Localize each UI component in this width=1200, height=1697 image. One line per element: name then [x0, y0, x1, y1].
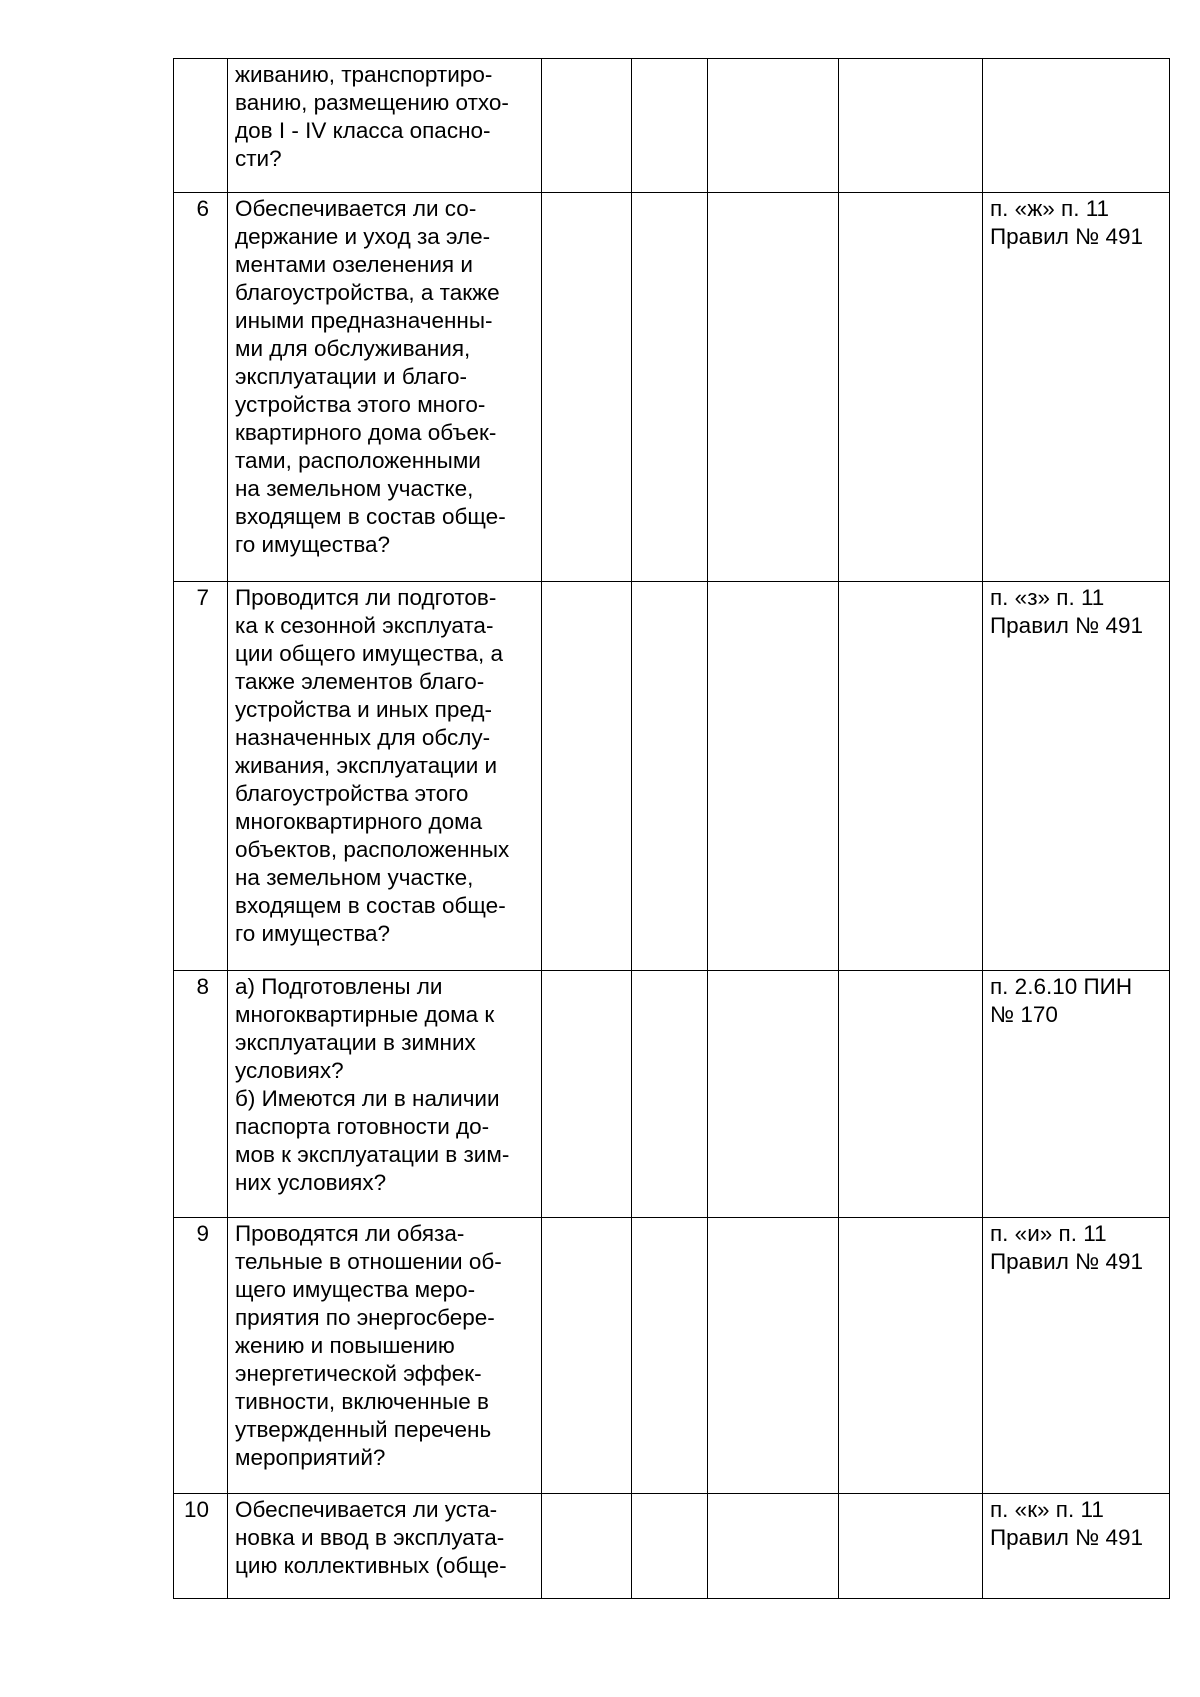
table-row	[174, 193, 1170, 582]
answer-cell-not-applicable[interactable]	[708, 193, 839, 582]
question-line: живанию, транспортиро-	[235, 62, 493, 87]
question-line: квартирного дома объек-	[235, 420, 497, 445]
reference-cell	[983, 971, 1170, 1218]
question-line: входящем в состав обще-	[235, 504, 506, 529]
question-line: приятия по энергосбере-	[235, 1305, 495, 1330]
question-cell	[228, 59, 542, 193]
checklist-page	[173, 58, 1170, 1599]
question-line: входящем в состав обще-	[235, 893, 506, 918]
question-line: эксплуатации в зимних	[235, 1030, 476, 1055]
question-cell	[228, 193, 542, 582]
row-number-cell	[174, 971, 228, 1218]
answer-cell-no[interactable]	[632, 582, 708, 971]
reference-line: № 170	[990, 1002, 1058, 1027]
question-line: Обеспечивается ли со-	[235, 196, 477, 221]
question-line: устройства этого много-	[235, 392, 486, 417]
question-line: также элементов благо-	[235, 669, 485, 694]
row-number-cell	[174, 582, 228, 971]
reference-line: п. «ж» п. 11	[990, 196, 1110, 221]
question-cell	[228, 582, 542, 971]
question-line: а) Подготовлены ли	[235, 974, 443, 999]
question-line: го имущества?	[235, 921, 391, 946]
question-line: них условиях?	[235, 1170, 387, 1195]
row-number: 8	[196, 974, 209, 999]
table-row	[174, 582, 1170, 971]
answer-cell-not-applicable[interactable]	[708, 59, 839, 193]
question-line: Проводятся ли обяза-	[235, 1221, 465, 1246]
question-line: новка и ввод в эксплуата-	[235, 1525, 505, 1550]
row-number-cell	[174, 193, 228, 582]
question-line: тельные в отношении об-	[235, 1249, 502, 1274]
question-line: на земельном участке,	[235, 865, 474, 890]
reference-cell	[983, 1494, 1170, 1599]
question-cell	[228, 1494, 542, 1599]
question-line: объектов, расположенных	[235, 837, 510, 862]
reference-line: Правил № 491	[990, 224, 1144, 249]
question-line: мов к эксплуатации в зим-	[235, 1142, 510, 1167]
question-line: тивности, включенные в	[235, 1389, 489, 1414]
table-row	[174, 1218, 1170, 1494]
answer-cell-comment[interactable]	[839, 193, 983, 582]
answer-cell-comment[interactable]	[839, 582, 983, 971]
answer-cell-yes[interactable]	[542, 582, 632, 971]
question-cell	[228, 971, 542, 1218]
question-line: цию коллективных (обще-	[235, 1553, 507, 1578]
reference-line: п. «к» п. 11	[990, 1497, 1104, 1522]
answer-cell-yes[interactable]	[542, 1494, 632, 1599]
question-line: условиях?	[235, 1058, 344, 1083]
answer-cell-not-applicable[interactable]	[708, 1494, 839, 1599]
question-line: Обеспечивается ли уста-	[235, 1497, 498, 1522]
question-line: жению и повышению	[235, 1333, 455, 1358]
question-line: щего имущества меро-	[235, 1277, 476, 1302]
question-cell	[228, 1218, 542, 1494]
question-line: ции общего имущества, а	[235, 641, 504, 666]
question-line: дов I - IV класса опасно-	[235, 118, 491, 143]
question-line: ми для обслуживания,	[235, 336, 471, 361]
row-number: 7	[196, 585, 209, 610]
row-number: 6	[196, 196, 209, 221]
answer-cell-yes[interactable]	[542, 193, 632, 582]
answer-cell-comment[interactable]	[839, 971, 983, 1218]
question-line: сти?	[235, 146, 282, 171]
answer-cell-no[interactable]	[632, 193, 708, 582]
question-line: эксплуатации и благо-	[235, 364, 468, 389]
reference-line: п. 2.6.10 ПИН	[990, 974, 1133, 999]
reference-cell	[983, 582, 1170, 971]
answer-cell-comment[interactable]	[839, 59, 983, 193]
reference-line: п. «з» п. 11	[990, 585, 1105, 610]
question-line: многоквартирного дома	[235, 809, 483, 834]
question-line: ментами озеленения и	[235, 252, 473, 277]
question-line: паспорта готовности до-	[235, 1114, 490, 1139]
question-line: живания, эксплуатации и	[235, 753, 498, 778]
question-line: ка к сезонной эксплуата-	[235, 613, 494, 638]
table-body	[174, 59, 1170, 1599]
question-line: устройства и иных пред-	[235, 697, 492, 722]
question-line: на земельном участке,	[235, 476, 474, 501]
answer-cell-not-applicable[interactable]	[708, 1218, 839, 1494]
row-number-cell	[174, 1494, 228, 1599]
answer-cell-no[interactable]	[632, 59, 708, 193]
answer-cell-not-applicable[interactable]	[708, 582, 839, 971]
reference-line: Правил № 491	[990, 613, 1144, 638]
question-line: ванию, размещению отхо-	[235, 90, 509, 115]
reference-line: Правил № 491	[990, 1249, 1144, 1274]
table-row	[174, 971, 1170, 1218]
answer-cell-no[interactable]	[632, 1218, 708, 1494]
question-line: энергетической эффек-	[235, 1361, 482, 1386]
reference-line: п. «и» п. 11	[990, 1221, 1107, 1246]
answer-cell-yes[interactable]	[542, 971, 632, 1218]
answer-cell-comment[interactable]	[839, 1218, 983, 1494]
question-line: держание и уход за эле-	[235, 224, 491, 249]
question-line: тами, расположенными	[235, 448, 481, 473]
answer-cell-yes[interactable]	[542, 1218, 632, 1494]
reference-cell	[983, 59, 1170, 193]
question-line: назначенных для обслу-	[235, 725, 491, 750]
question-line: благоустройства этого	[235, 781, 469, 806]
question-line: Проводится ли подготов-	[235, 585, 497, 610]
table-row	[174, 1494, 1170, 1599]
answer-cell-no[interactable]	[632, 971, 708, 1218]
row-number: 9	[196, 1221, 209, 1246]
question-line: утвержденный перечень	[235, 1417, 492, 1442]
question-line: го имущества?	[235, 532, 391, 557]
question-line: иными предназначенны-	[235, 308, 493, 333]
row-number-cell	[174, 59, 228, 193]
row-number: 10	[183, 1497, 209, 1522]
checklist-table	[173, 58, 1170, 1599]
question-line: б) Имеются ли в наличии	[235, 1086, 500, 1111]
reference-cell	[983, 193, 1170, 582]
answer-cell-yes[interactable]	[542, 59, 632, 193]
table-row	[174, 59, 1170, 193]
question-line: многоквартирные дома к	[235, 1002, 495, 1027]
answer-cell-not-applicable[interactable]	[708, 971, 839, 1218]
answer-cell-comment[interactable]	[839, 1494, 983, 1599]
reference-cell	[983, 1218, 1170, 1494]
question-line: благоустройства, а также	[235, 280, 500, 305]
reference-line: Правил № 491	[990, 1525, 1144, 1550]
question-line: мероприятий?	[235, 1445, 386, 1470]
answer-cell-no[interactable]	[632, 1494, 708, 1599]
row-number-cell	[174, 1218, 228, 1494]
